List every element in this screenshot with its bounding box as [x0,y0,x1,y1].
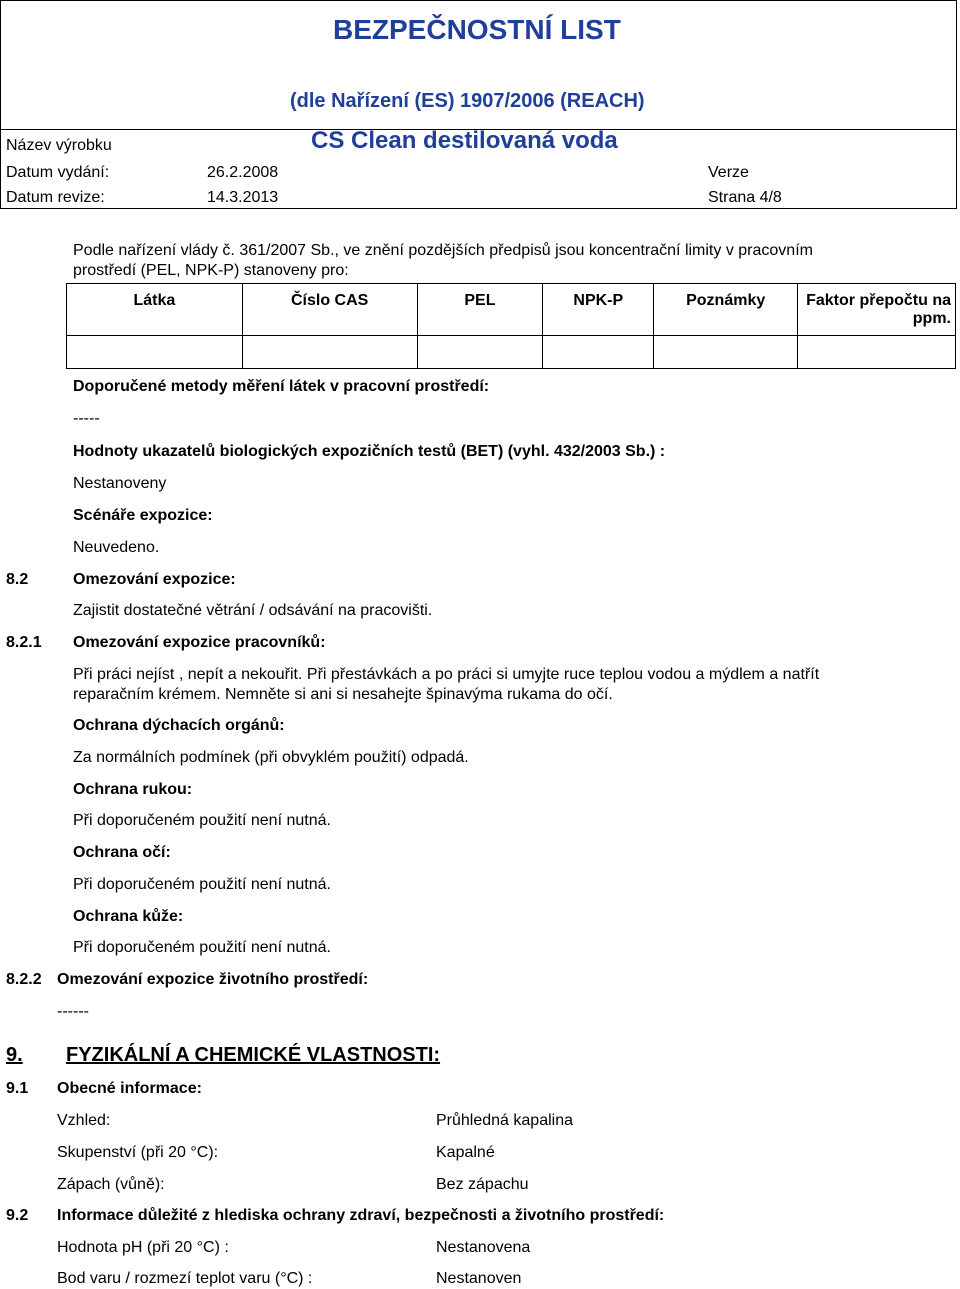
header-cell-notes: Poznámky [654,284,798,336]
section-8-2-1-number: 8.2.1 [6,634,42,651]
product-label: Název výrobku [6,137,112,154]
state-value: Kapalné [436,1144,495,1161]
document-title: BEZPEČNOSTNÍ LIST [333,14,621,45]
revision-date: 14.3.2013 [207,189,279,206]
version-label: Verze [708,164,749,181]
odor-label: Zápach (vůně): [57,1176,165,1193]
table-cell [417,336,543,369]
bet-value: Nestanoveny [73,475,167,492]
section-8-2-2-number: 8.2.2 [6,971,42,988]
section-9-1-number: 9.1 [6,1080,29,1097]
state-label: Skupenství (při 20 °C): [57,1144,219,1161]
table-cell [543,336,654,369]
table-cell [242,336,417,369]
product-name: CS Clean destilovaná voda [311,127,618,154]
issue-date-label: Datum vydání: [6,164,110,181]
boiling-point-value: Nestanoven [436,1270,522,1287]
respiratory-heading: Ochrana dýchacích orgánů: [73,717,285,734]
section-9-number: 9. [6,1044,23,1066]
skin-heading: Ochrana kůže: [73,908,184,925]
eyes-value: Při doporučeném použití není nutná. [73,876,331,893]
revision-date-label: Datum revize: [6,189,105,206]
page-number: Strana 4/8 [708,189,782,206]
table-cell [798,336,956,369]
intro-line-1: Podle nařízení vlády č. 361/2007 Sb., ve znění pozdějších předpisů jsou koncentrační limity v pracovním [73,242,813,259]
bet-heading: Hodnoty ukazatelů biologických expozičních testů (BET) (vyhl. 432/2003 Sb.) : [73,443,666,460]
section-9-1-heading: Obecné informace: [57,1080,202,1097]
hands-value: Při doporučeném použití není nutná. [73,812,331,829]
section-9-title: FYZIKÁLNÍ A CHEMICKÉ VLASTNOSTI: [66,1044,441,1066]
scenarios-heading: Scénáře expozice: [73,507,213,524]
appearance-value: Průhledná kapalina [436,1112,573,1129]
section-9-2-number: 9.2 [6,1207,29,1224]
issue-date: 26.2.2008 [207,164,279,181]
ph-label: Hodnota pH (při 20 °C) : [57,1239,229,1256]
boiling-point-label: Bod varu / rozmezí teplot varu (°C) : [57,1270,313,1287]
section-8-2-1-heading: Omezování expozice pracovníků: [73,634,326,651]
header-cell-cas: Číslo CAS [242,284,417,336]
section-8-2-2-heading: Omezování expozice životního prostředí: [57,971,369,988]
scenarios-value: Neuvedeno. [73,539,160,556]
section-8-2-heading: Omezování expozice: [73,571,236,588]
limits-table-header [67,284,956,336]
hands-heading: Ochrana rukou: [73,781,193,798]
header-cell-npk: NPK-P [543,284,654,336]
table-cell [67,336,243,369]
methods-value: ----- [73,410,100,427]
header-cell-substance: Látka [67,284,243,336]
section-8-2-number: 8.2 [6,571,29,588]
skin-value: Při doporučeném použití není nutná. [73,939,331,956]
table-row [67,336,956,369]
worker-hygiene-text-2: reparačním krémem. Nemněte si ani si nesahejte špinavýma rukama do očí. [73,686,613,703]
limits-table [66,283,956,369]
eyes-heading: Ochrana očí: [73,844,171,861]
odor-value: Bez zápachu [436,1176,529,1193]
section-9-2-heading: Informace důležité z hlediska ochrany zdraví, bezpečnosti a životního prostředí: [57,1207,665,1224]
header-cell-ppm-factor: Faktor přepočtu na ppm. [798,284,956,336]
section-8-2-value: Zajistit dostatečné větrání / odsávání na pracovišti. [73,602,433,619]
document-subtitle: (dle Nařízení (ES) 1907/2006 (REACH) [290,90,645,112]
table-cell [654,336,798,369]
ph-value: Nestanovena [436,1239,531,1256]
respiratory-value: Za normálních podmínek (při obvyklém použití) odpadá. [73,749,469,766]
section-8-2-2-value: ------ [57,1003,89,1020]
header-cell-pel: PEL [417,284,543,336]
intro-line-2: prostředí (PEL, NPK-P) stanoveny pro: [73,262,349,279]
methods-heading: Doporučené metody měření látek v pracovní prostředí: [73,378,490,395]
worker-hygiene-text-1: Při práci nejíst , nepít a nekouřit. Při přestávkách a po práci si umyjte ruce teplou vodou a mýdlem a natřít [73,666,820,683]
appearance-label: Vzhled: [57,1112,111,1129]
